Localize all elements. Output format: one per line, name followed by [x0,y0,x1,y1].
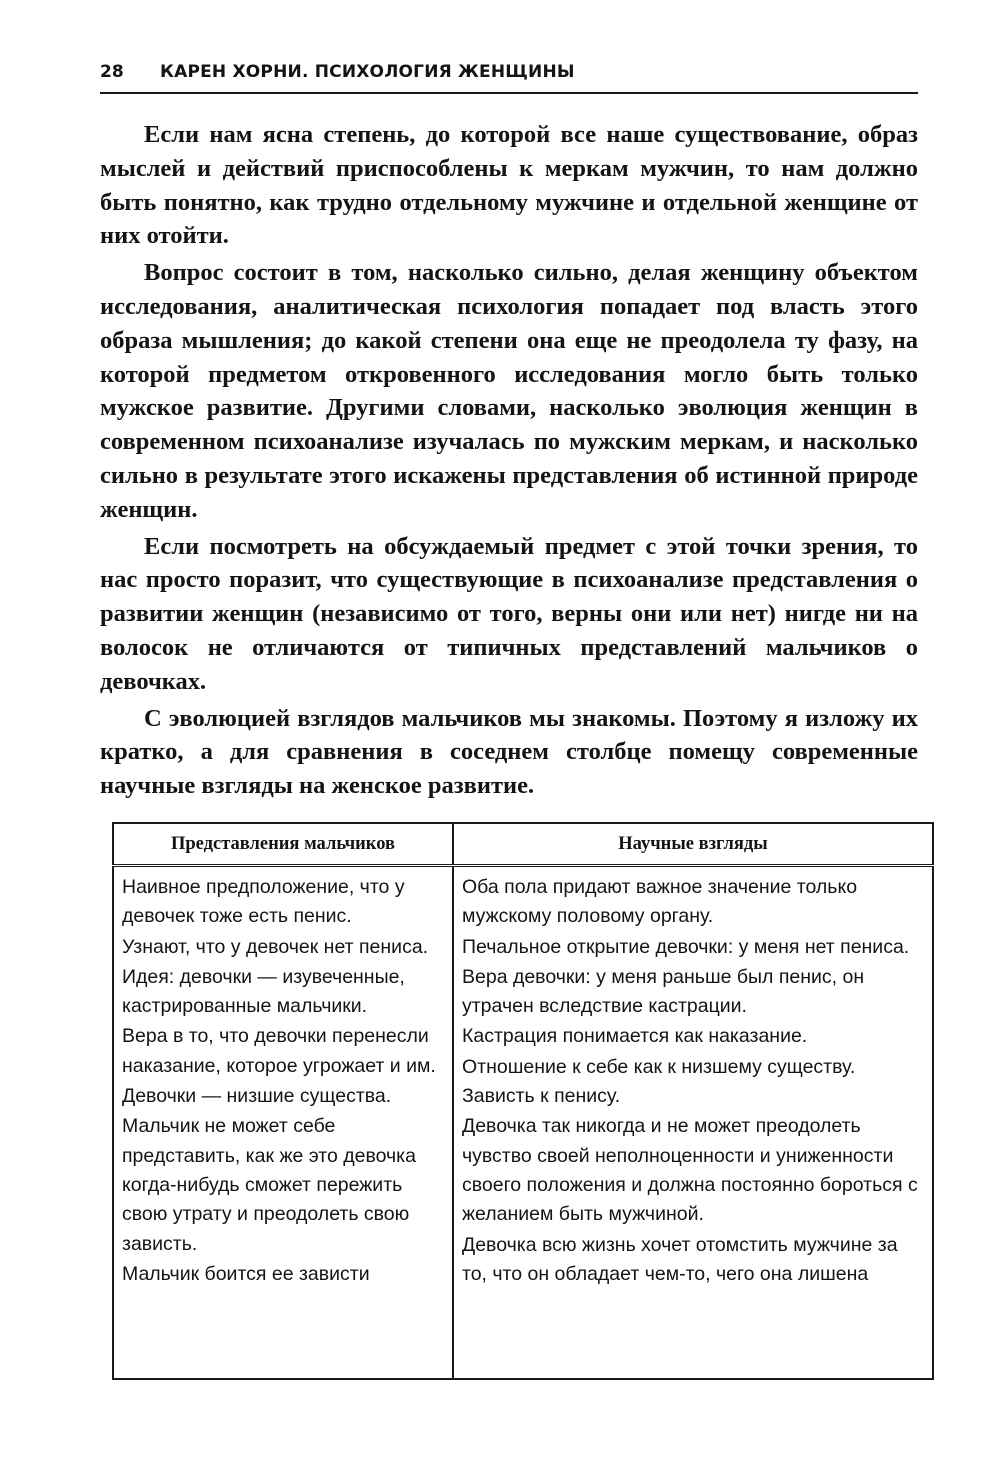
header-rule [100,92,918,94]
table-item: Мальчик не может себе представить, как же это девочка когда-нибудь сможет пережить свою утрату и преодолеть свою зависть. [122,1115,416,1255]
scientific-views-cell [453,866,933,1380]
paragraph: С эволюцией взглядов мальчиков мы знакомы. Поэтому я изложу их кратко, а для сравнения в соседнем столбце помещу современные научные взгляды на женское развитие. [100,704,918,800]
paragraph: Если нам ясна степень, до которой все наше существование, образ мыслей и действий приспособлены к меркам мужчин, то нам должно быть понятно, как трудно отдельному мужчине и отдельной женщине от них отойти. [100,121,918,250]
column-header-boys-views: Представления мальчиков [113,823,453,866]
running-header [100,62,918,90]
table-item: Девочка так никогда и не может преодолеть чувство своей неполноценности и униженности своего положения и должна постоянно бороться с желанием быть мужчиной. [462,1115,918,1226]
body-text [100,118,918,806]
paragraph: Если посмотреть на обсуждаемый предмет с этой точки зрения, то нас просто поразит, что существующие в психоанализе представления о развитии женщин (независимо от того, верны они или нет) нигде ни на волосок не отличаются от типичных представлений мальчиков о девочках. [100,532,918,695]
running-title: КАРЕН ХОРНИ. ПСИХОЛОГИЯ ЖЕНЩИНЫ [160,62,575,82]
table-item: Оба пола придают важное значение только мужскому половому органу. [462,876,858,928]
table-item: Идея: девочки — изувеченные, кастрированные мальчики. [122,965,405,1018]
boys-views-cell [113,866,453,1380]
paragraph: Вопрос состоит в том, насколько сильно, делая женщину объектом исследования, аналитическая психология попадает под власть этого образа мышления; до какой степени она еще не преодолела ту фазу, на которой предметом откровенного исследования могло быть только мужское развитие. Другими словами, насколько эволюция женщин в современном психоанализе изучалась по мужским меркам, и насколько сильно в результате этого искажены представления об истинной природе женщин. [100,259,918,523]
table-item: Вера в то, что девочки перенесли наказание, которое угрожает и им. [122,1025,436,1077]
table-item: Узнают, что у девочек нет пениса. [122,935,429,958]
table-item: Отношение к себе как к низшему существу. Зависть к пенису. [462,1055,856,1108]
column-header-scientific-views: Научные взгляды [453,823,933,866]
table-item: Девочка всю жизнь хочет отомстить мужчине за то, что он обладает чем-то, чего она лишена [462,1233,898,1285]
page-number: 28 [100,62,124,82]
table-item: Вера девочки: у меня раньше был пенис, он утрачен вследствие кастрации. [462,965,865,1018]
table-item: Печальное открытие девочки: у меня нет пениса. [462,935,910,958]
table-item: Девочки — низшие существа. [122,1085,392,1108]
table-item: Мальчик боится ее зависти [122,1262,370,1285]
comparison-table [112,822,934,1380]
table-body-row [113,866,933,1380]
table-header-row [113,823,933,866]
table-item: Кастрация понимается как наказание. [462,1025,808,1048]
table-item: Наивное предположение, что у девочек тоже есть пенис. [122,876,405,928]
